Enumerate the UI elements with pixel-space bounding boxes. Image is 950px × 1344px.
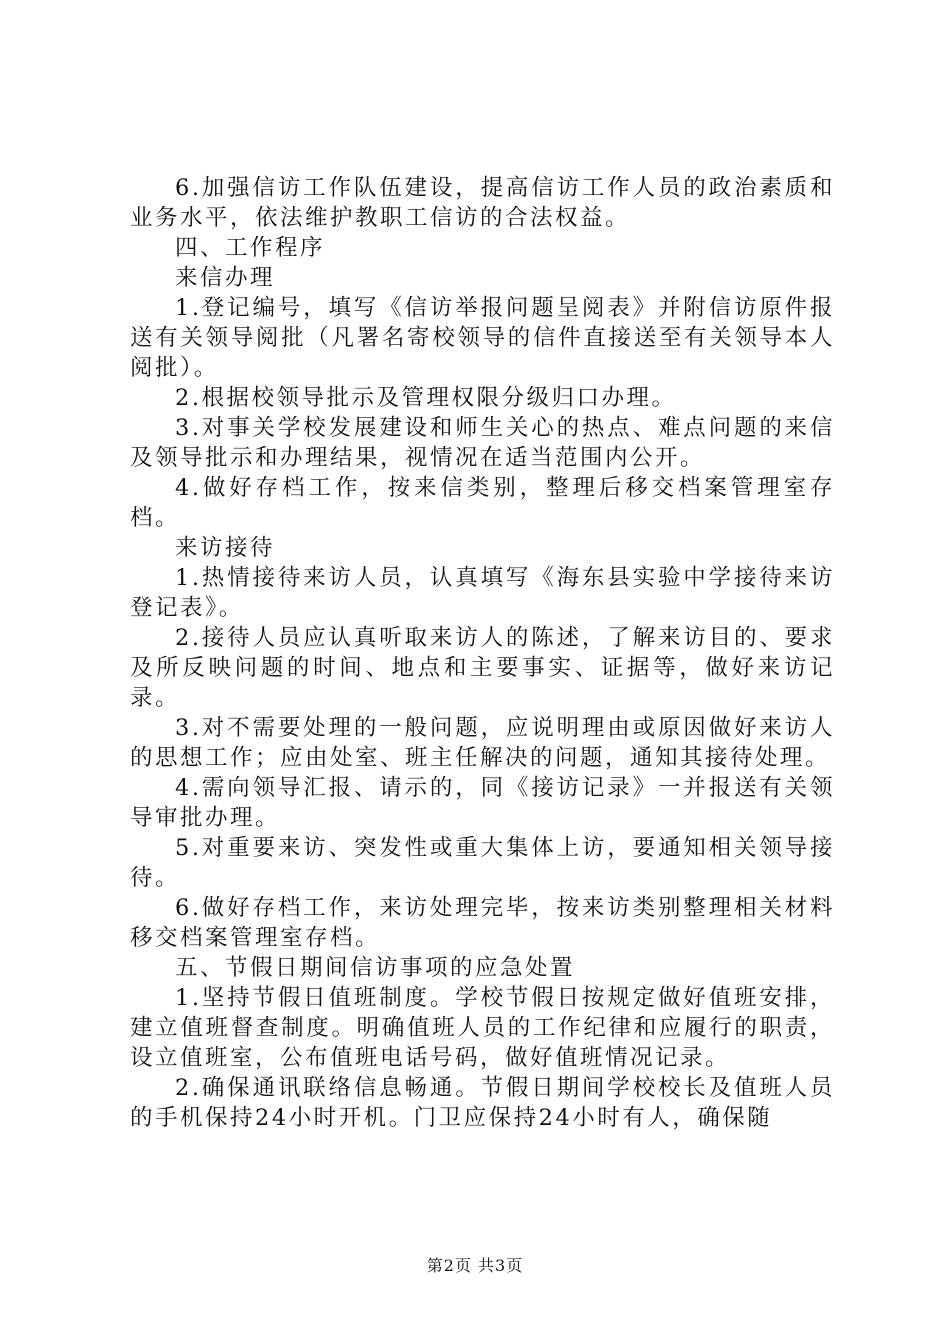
- paragraph: 6.加强信访工作队伍建设，提高信访工作人员的政治素质和业务水平，依法维护教职工信访的合法权益。: [130, 175, 835, 231]
- paragraph: 5.对重要来访、突发性或重大集体上访，要通知相关领导接待。: [130, 835, 835, 891]
- paragraph: 2.确保通讯联络信息畅通。节假日期间学校校长及值班人员的手机保持24小时开机。门卫应保持24小时有人，确保随: [130, 1075, 835, 1131]
- paragraph: 4.做好存档工作，按来信类别，整理后移交档案管理室存档。: [130, 475, 835, 531]
- paragraph: 6.做好存档工作，来访处理完毕，按来访类别整理相关材料移交档案管理室存档。: [130, 895, 835, 951]
- paragraph: 4.需向领导汇报、请示的，同《接访记录》一并报送有关领导审批办理。: [130, 775, 835, 831]
- paragraph: 3.对不需要处理的一般问题，应说明理由或原因做好来访人的思想工作；应由处室、班主任解决的问题，通知其接待处理。: [130, 715, 835, 771]
- paragraph: 2.接待人员应认真听取来访人的陈述，了解来访目的、要求及所反映问题的时间、地点和主要事实、证据等，做好来访记录。: [130, 625, 835, 711]
- document-body: [130, 173, 835, 1133]
- section-heading: 四、工作程序: [175, 235, 326, 261]
- paragraph: 2.根据校领导批示及管理权限分级归口办理。: [175, 385, 677, 411]
- paragraph: 1.热情接待来访人员，认真填写《海东县实验中学接待来访登记表》。: [130, 565, 835, 621]
- paragraph: 1.坚持节假日值班制度。学校节假日按规定做好值班安排，建立值班督查制度。明确值班人员的工作纪律和应履行的职责，设立值班室，公布值班电话号码，做好值班情况记录。: [130, 985, 835, 1071]
- subsection-heading: 来访接待: [175, 535, 276, 561]
- subsection-heading: 来信办理: [175, 265, 276, 291]
- page-number: 第2页 共3页: [426, 1256, 524, 1275]
- page-footer: [0, 1256, 950, 1276]
- paragraph: 1.登记编号，填写《信访举报问题呈阅表》并附信访原件报送有关领导阅批（凡署名寄校领导的信件直接送至有关领导本人阅批）。: [130, 295, 835, 381]
- section-heading: 五、节假日期间信访事项的应急处置: [175, 955, 576, 981]
- paragraph: 3.对事关学校发展建设和师生关心的热点、难点问题的来信及领导批示和办理结果，视情况在适当范围内公开。: [130, 415, 835, 471]
